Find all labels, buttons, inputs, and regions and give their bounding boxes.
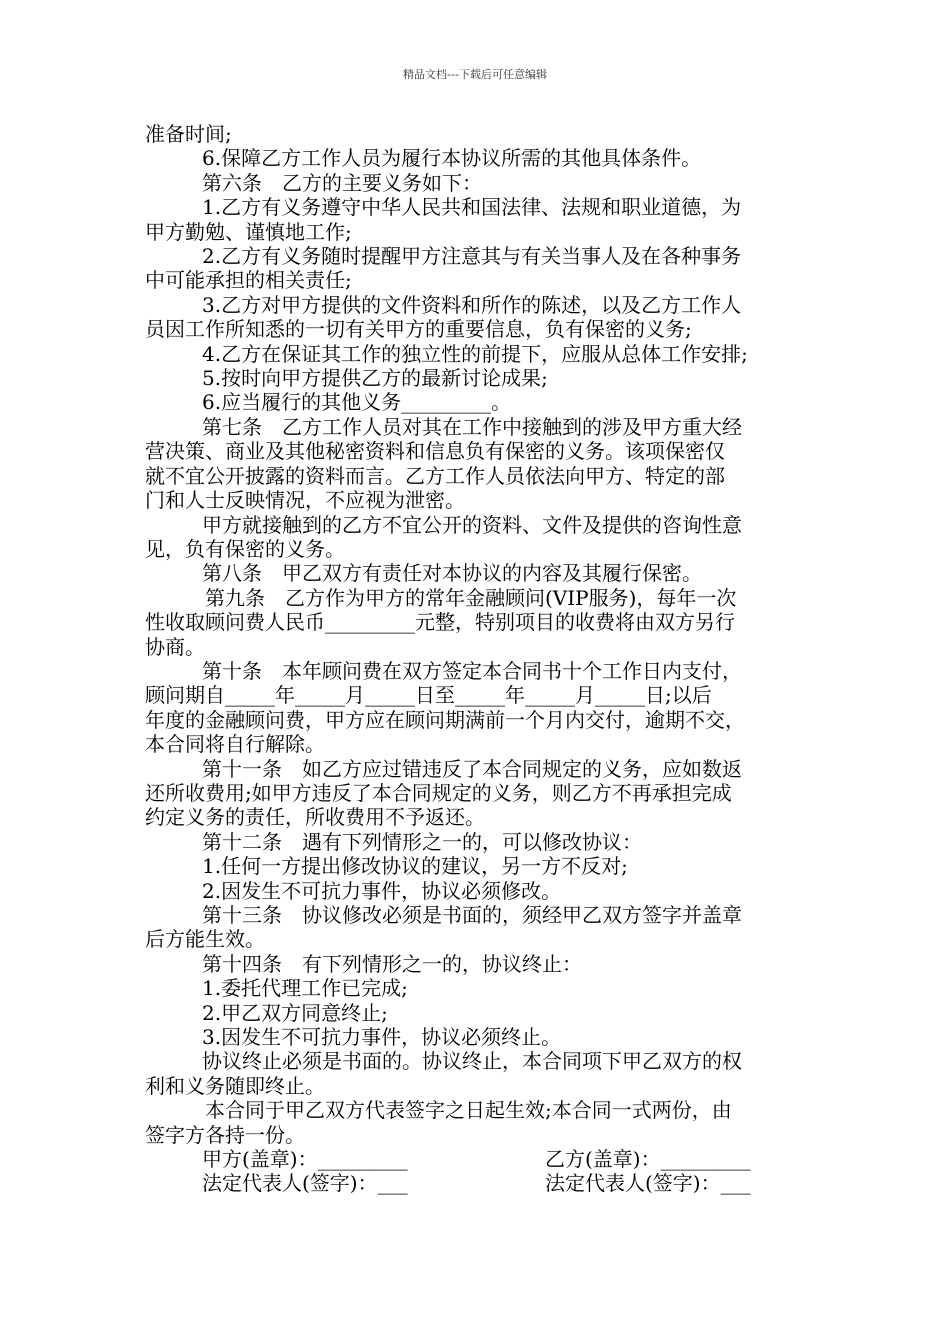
document-line: 准备时间; — [145, 122, 232, 146]
document-line: 4.乙方在保证其工作的独立性的前提下，应服从总体工作安排; — [202, 341, 748, 366]
document-line: 协议终止必须是书面的。协议终止，本合同项下甲乙双方的权 — [202, 1049, 742, 1074]
document-line: 顾问期自_____年_____月_____日至_____年_____月_____日;以后 — [145, 683, 712, 708]
signature-block — [145, 1147, 825, 1196]
document-line: 营决策、商业及其他秘密资料和信息负有保密的义务。该项保密仅 — [145, 439, 725, 464]
document-line: 中可能承担的相关责任; — [145, 268, 352, 293]
party-b-signature: 法定代表人(签字)：___ — [545, 1171, 751, 1196]
document-line: 本合同于甲乙双方代表签字之日起生效;本合同一式两份，由 — [205, 1098, 732, 1123]
signature-row — [145, 1171, 825, 1195]
document-line: 第十四条 有下列情形之一的，协议终止： — [202, 951, 582, 976]
document-line: 3.因发生不可抗力事件，协议必须终止。 — [202, 1025, 562, 1050]
document-line: 本合同将自行解除。 — [145, 732, 325, 757]
document-line: 2.因发生不可抗力事件，协议必须修改。 — [202, 878, 562, 903]
document-line: 年度的金融顾问费，甲方应在顾问期满前一个月内交付，逾期不交， — [145, 707, 745, 732]
document-line: 第十三条 协议修改必须是书面的，须经甲乙双方签字并盖章 — [202, 903, 742, 927]
document-line: 6.保障乙方工作人员为履行本协议所需的其他具体条件。 — [202, 146, 702, 171]
document-line: 6.应当履行的其他义务_________。 — [202, 390, 512, 415]
document-line: 利和义务随即终止。 — [145, 1073, 325, 1098]
document-line: 1.乙方有义务遵守中华人民共和国法律、法规和职业道德，为 — [202, 195, 742, 220]
document-line: 第七条 乙方工作人员对其在工作中接触到的涉及甲方重大经 — [202, 414, 742, 439]
page-header: 精品文档---下载后可任意编辑 — [403, 68, 547, 81]
document-line: 2.乙方有义务随时提醒甲方注意其与有关当事人及在各种事务 — [202, 244, 742, 269]
document-line: 门和人士反映情况，不应视为泄密。 — [145, 488, 465, 513]
document-lines — [145, 122, 825, 1147]
document-line: 后方能生效。 — [145, 927, 265, 952]
document-line: 第六条 乙方的主要义务如下： — [202, 170, 482, 195]
document-line: 第十二条 遇有下列情形之一的，可以修改协议： — [202, 829, 642, 854]
document-line: 1.任何一方提出修改协议的建议，另一方不反对; — [202, 854, 628, 879]
party-a-signature: 法定代表人(签字)：___ — [202, 1171, 408, 1196]
document-line: 见，负有保密的义务。 — [145, 536, 345, 561]
document-body — [145, 122, 825, 1196]
document-line: 约定义务的责任，所收费用不予返还。 — [145, 805, 485, 830]
party-b-signature: 乙方(盖章)：_________ — [545, 1147, 751, 1172]
document-line: 性收取顾问费人民币_________元整，特别项目的收费将由双方另行 — [145, 610, 735, 635]
document-line: 甲方勤勉、谨慎地工作; — [145, 219, 352, 244]
party-a-signature: 甲方(盖章)：_________ — [202, 1147, 408, 1172]
document-line: 协商。 — [145, 634, 205, 659]
document-line: 1.委托代理工作已完成; — [202, 976, 408, 1001]
document-line: 第十一条 如乙方应过错违反了本合同规定的义务，应如数返 — [202, 756, 742, 781]
document-line: 第八条 甲乙双方有责任对本协议的内容及其履行保密。 — [202, 561, 702, 586]
document-line: 5.按时向甲方提供乙方的最新讨论成果; — [202, 366, 548, 391]
signature-row — [145, 1147, 825, 1171]
document-line: 还所收费用;如甲方违反了本合同规定的义务，则乙方不再承担完成 — [145, 780, 732, 805]
document-line: 甲方就接触到的乙方不宜公开的资料、文件及提供的咨询性意 — [202, 512, 742, 537]
document-line: 第十条 本年顾问费在双方签定本合同书十个工作日内支付， — [202, 658, 742, 683]
document-line: 第九条 乙方作为甲方的常年金融顾问(VIP服务)，每年一次 — [205, 585, 737, 610]
document-line: 员因工作所知悉的一切有关甲方的重要信息，负有保密的义务; — [145, 317, 692, 342]
document-line: 3.乙方对甲方提供的文件资料和所作的陈述，以及乙方工作人 — [202, 292, 742, 317]
document-line: 签字方各持一份。 — [145, 1122, 305, 1147]
document-line: 就不宜公开披露的资料而言。乙方工作人员依法向甲方、特定的部 — [145, 463, 725, 488]
document-line: 2.甲乙双方同意终止; — [202, 1000, 388, 1025]
